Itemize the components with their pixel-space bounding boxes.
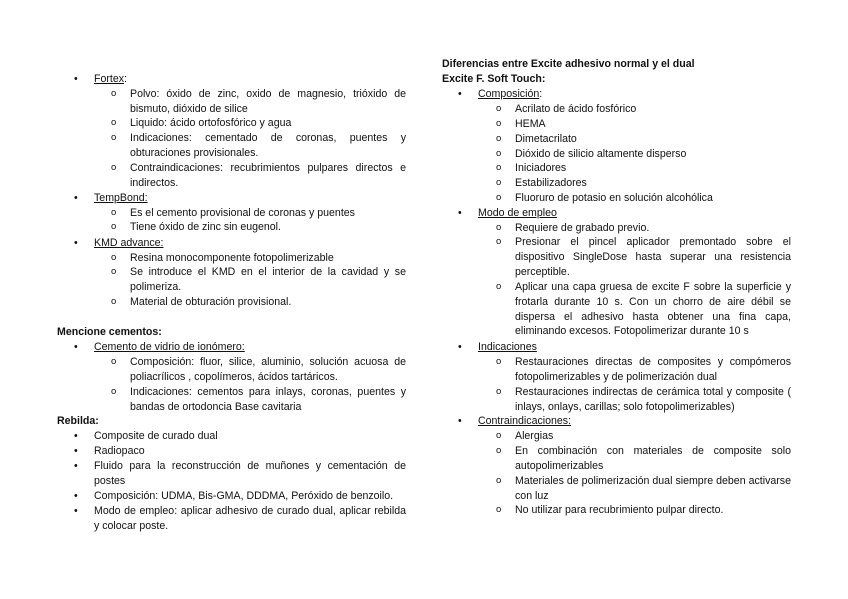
list-item: o Se introduce el KMD en el interior de la cavidad y se polimeriza. xyxy=(130,265,406,295)
list-item: o No utilizar para recubrimiento pulpar directo. xyxy=(515,503,791,518)
list-item: o Polvo: óxido de zinc, oxido de magnesio, trióxido de bismuto, dióxido de silice xyxy=(130,87,406,117)
composicion-heading: • Composición: xyxy=(478,87,798,102)
list-item: o Aplicar una capa gruesa de excite F sobre la superficie y frotarla durante 10 s. Con un chorro de aire débil se dispersa el adhesivo hasta obtener una fina capa, eliminando excesos. Fotopolimerizar durante 10 s xyxy=(515,280,791,339)
list-item: o Restauraciones directas de composites y compómeros fotopolimerizables y de polimerización dual xyxy=(515,355,791,385)
list-item: o HEMA xyxy=(515,117,791,132)
list-item: o Acrilato de ácido fosfórico xyxy=(515,102,791,117)
list-item: o Estabilizadores xyxy=(515,176,791,191)
tempbond-heading: • TempBond: xyxy=(94,191,394,206)
kmd-heading: • KMD advance: xyxy=(94,236,394,251)
list-item: • Radiopaco xyxy=(94,444,406,459)
list-item: o Es el cemento provisional de coronas y puentes xyxy=(130,206,406,221)
list-item: • Composición: UDMA, Bis-GMA, DDDMA, Peróxido de benzoilo. xyxy=(94,489,406,504)
section-heading-cementos: Mencione cementos: xyxy=(57,326,162,338)
modo-heading: • Modo de empleo xyxy=(478,206,778,221)
list-item: • Composite de curado dual xyxy=(94,429,406,444)
list-item: o Dióxido de silicio altamente disperso xyxy=(515,147,791,162)
list-item: o Alergias xyxy=(515,429,791,444)
page-title: Diferencias entre Excite adhesivo normal y el dual xyxy=(442,58,695,70)
indicaciones-heading: • Indicaciones xyxy=(478,340,778,355)
section-heading-rebilda: Rebilda: xyxy=(57,415,99,427)
list-item: o Contraindicaciones: recubrimientos pulpares directos e indirectos. xyxy=(130,161,406,191)
list-item: o Materiales de polimerización dual siempre deben activarse con luz xyxy=(515,474,791,504)
list-item: o Dimetacrilato xyxy=(515,132,791,147)
list-item: o Requiere de grabado previo. xyxy=(515,221,791,236)
list-item: o Material de obturación provisional. xyxy=(130,295,406,310)
list-item: o Composición: fluor, silice, aluminio, solución acuosa de poliacrílicos , copolímeros, ácidos tartáricos. xyxy=(130,355,406,385)
list-item: o Liquido: ácido ortofosfórico y agua xyxy=(130,116,406,131)
list-item: o Tiene óxido de zinc sin eugenol. xyxy=(130,220,406,235)
list-item: o En combinación con materiales de composite solo autopolimerizables xyxy=(515,444,791,474)
ionomero-heading: • Cemento de vidrio de ionómero: xyxy=(94,340,394,355)
contraindicaciones-heading: • Contraindicaciones: xyxy=(478,414,778,429)
list-item: o Indicaciones: cementos para inlays, coronas, puentes y bandas de ortodoncia Base cavitaria xyxy=(130,385,406,415)
list-item: o Indicaciones: cementado de coronas, puentes y obturaciones provisionales. xyxy=(130,131,406,161)
fortex-heading: • Fortex: xyxy=(94,72,414,87)
list-item: o Presionar el pincel aplicador premontado sobre el dispositivo SingleDose hasta superar una resistencia perceptible. xyxy=(515,235,791,279)
list-item: o Resina monocomponente fotopolimerizable xyxy=(130,251,406,266)
list-item: • Fluido para la reconstrucción de muñones y cementación de postes xyxy=(94,459,406,489)
list-item: o Restauraciones indirectas de cerámica total y composite ( inlays, onlays, carillas; solo fotopolimerizables) xyxy=(515,385,791,415)
list-item: o Iniciadores xyxy=(515,161,791,176)
list-item: o Fluoruro de potasio en solución alcohólica xyxy=(515,191,791,206)
list-item: • Modo de empleo: aplicar adhesivo de curado dual, aplicar rebilda y colocar poste. xyxy=(94,504,406,534)
page-subtitle: Excite F. Soft Touch: xyxy=(442,73,546,85)
